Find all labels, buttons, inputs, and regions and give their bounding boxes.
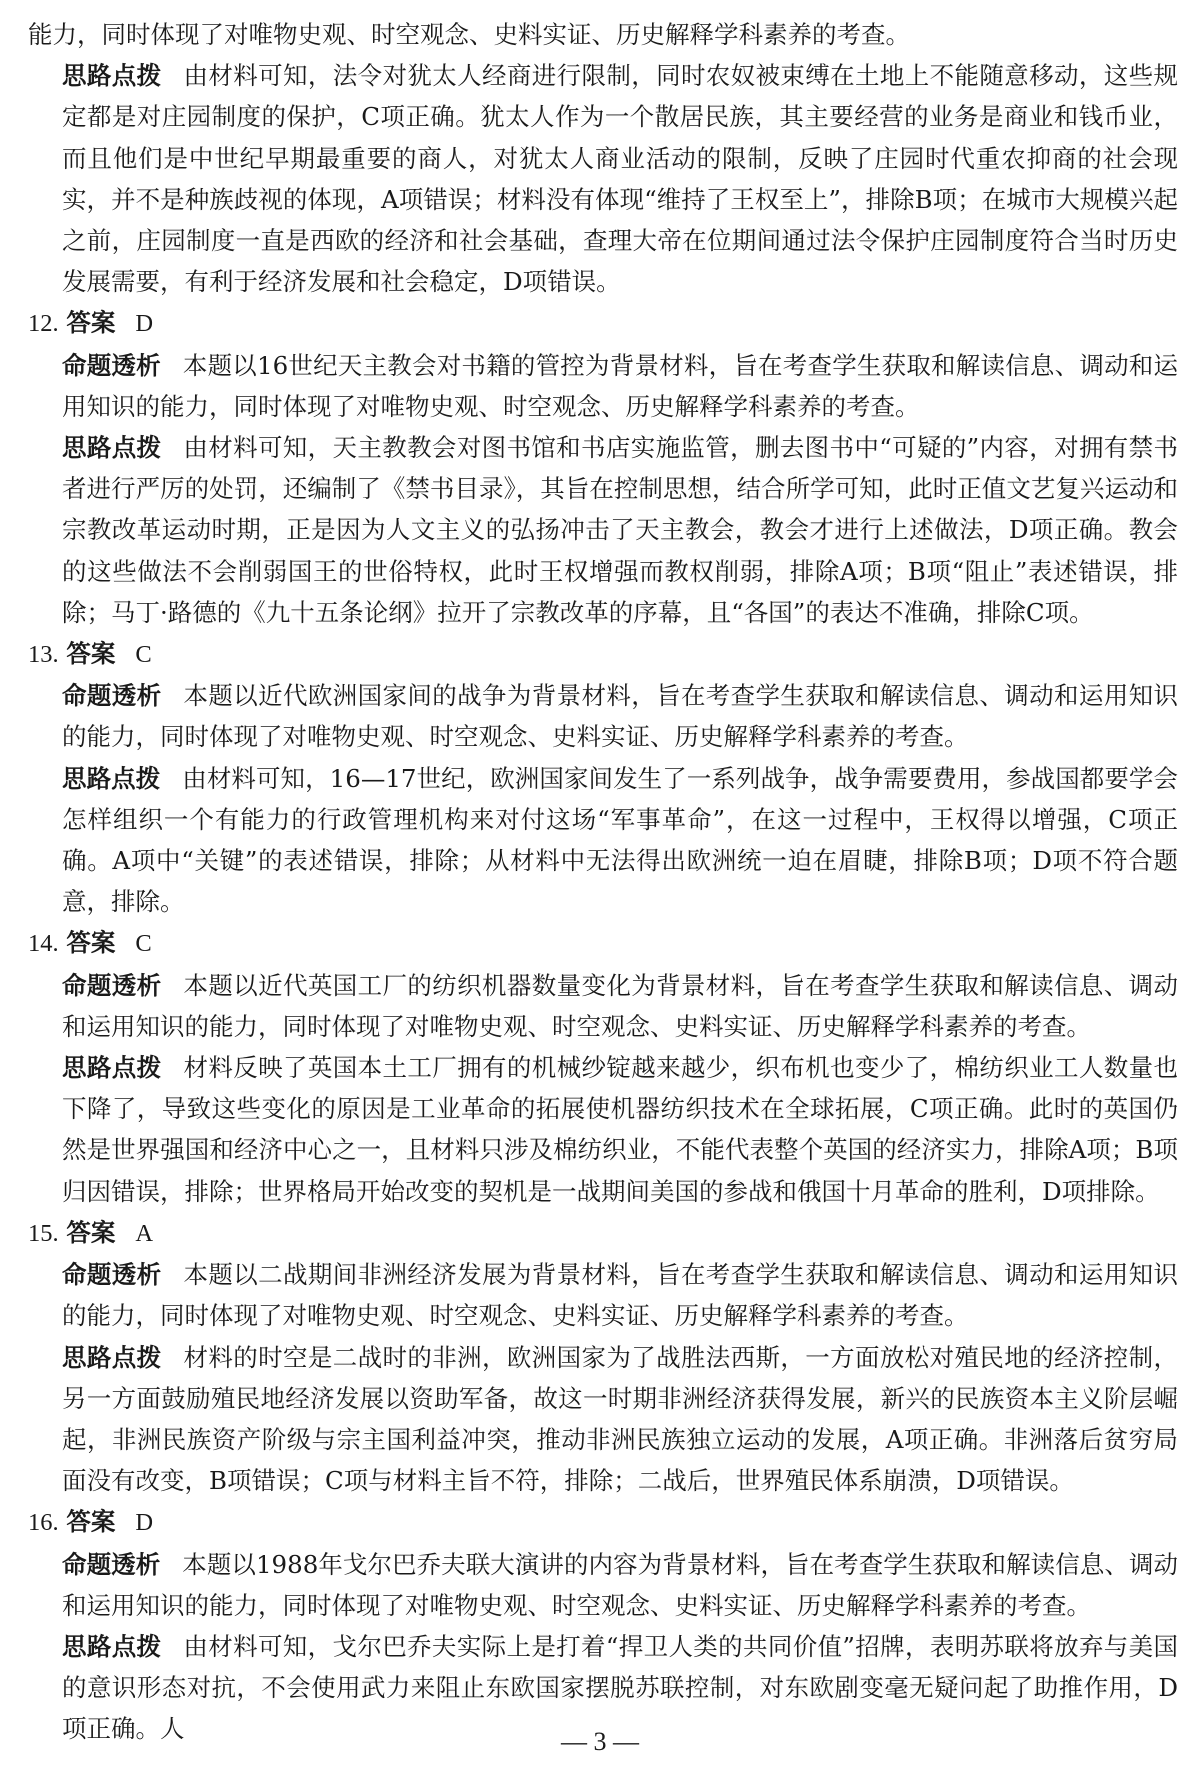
intent-paragraph — [28, 675, 1178, 757]
analysis-label: 思路点拨 — [62, 1631, 162, 1661]
answer-document — [28, 14, 1178, 1750]
answer-line — [28, 922, 1178, 964]
answer-value: D — [135, 1509, 154, 1537]
answer-value: C — [135, 930, 152, 958]
continuation-text: 能力，同时体现了对唯物史观、时空观念、史料实证、历史解释学科素养的考查。 — [28, 20, 910, 49]
analysis-paragraph — [28, 427, 1178, 633]
intent-paragraph — [28, 1254, 1178, 1336]
intent-text: 本题以近代欧洲国家间的战争为背景材料，旨在考查学生获取和解读信息、调动和运用知识的能力，同时体现了对唯物史观、时空观念、史料实证、历史解释学科素养的考查。 — [62, 681, 1179, 752]
analysis-paragraph — [28, 758, 1178, 923]
analysis-label: 思路点拨 — [62, 1342, 162, 1372]
answer-label: 答案 — [66, 639, 116, 669]
analysis-paragraph — [28, 55, 1178, 302]
intent-paragraph — [28, 1544, 1178, 1626]
question-number: 16. — [28, 1509, 59, 1537]
answer-label: 答案 — [66, 928, 116, 958]
question-number: 13. — [28, 641, 59, 669]
intent-text: 本题以二战期间非洲经济发展为背景材料，旨在考查学生获取和解读信息、调动和运用知识的能力，同时体现了对唯物史观、时空观念、史料实证、历史解释学科素养的考查。 — [62, 1260, 1179, 1331]
answer-label: 答案 — [66, 1217, 116, 1247]
answer-value: C — [135, 641, 152, 669]
answer-line — [28, 302, 1178, 344]
analysis-label: 思路点拨 — [62, 433, 162, 463]
intent-paragraph — [28, 965, 1178, 1047]
intent-paragraph — [28, 345, 1178, 427]
intent-label: 命题透析 — [62, 681, 162, 711]
answer-label: 答案 — [66, 308, 116, 338]
answer-value: A — [135, 1219, 154, 1247]
analysis-text: 由材料可知，法令对犹太人经商进行限制，同时农奴被束缚在土地上不能随意移动，这些规定都是对庄园制度的保护，C项正确。犹太人作为一个散居民族，其主要经营的业务是商业和钱币业，而且他们是中世纪早期最重要的商人，对犹太人商业活动的限制，反映了庄园时代重农抑商的社会现实，并不是种族歧视的体现，A项错误；材料没有体现“维持了王权至上”，排除B项；在城市大规模兴起之前，庄园制度一直是西欧的经济和社会基础，查理大帝在位期间通过法令保护庄园制度符合当时历史发展需要，有利于经济发展和社会稳定，D项错误。 — [62, 61, 1179, 297]
intent-text: 本题以16世纪天主教会对书籍的管控为背景材料，旨在考查学生获取和解读信息、调动和运用知识的能力，同时体现了对唯物史观、时空观念、历史解释学科素养的考查。 — [62, 350, 1179, 421]
intent-label: 命题透析 — [62, 1549, 161, 1579]
analysis-text: 由材料可知，戈尔巴乔夫实际上是打着“捍卫人类的共同价值”招牌，表明苏联将放弃与美国的意识形态对抗，不会使用武力来阻止东欧国家摆脱苏联控制，对东欧剧变毫无疑问起了助推作用，D项正确。人 — [62, 1631, 1179, 1744]
question-number: 15. — [28, 1219, 59, 1247]
intent-label: 命题透析 — [62, 970, 162, 1000]
analysis-text: 材料的时空是二战时的非洲，欧洲国家为了战胜法西斯，一方面放松对殖民地的经济控制，另一方面鼓励殖民地经济发展以资助军备，故这一时期非洲经济获得发展，新兴的民族资本主义阶层崛起，非洲民族资产阶级与宗主国利益冲突，推动非洲民族独立运动的发展，A项正确。非洲落后贫穷局面没有改变，B项错误；C项与材料主旨不符，排除；二战后，世界殖民体系崩溃，D项错误。 — [62, 1342, 1179, 1496]
intent-text: 本题以近代英国工厂的纺织机器数量变化为背景材料，旨在考查学生获取和解读信息、调动和运用知识的能力，同时体现了对唯物史观、时空观念、史料实证、历史解释学科素养的考查。 — [62, 970, 1179, 1041]
analysis-text: 由材料可知，天主教教会对图书馆和书店实施监管，删去图书中“可疑的”内容，对拥有禁书者进行严厉的处罚，还编制了《禁书目录》，其旨在控制思想，结合所学可知，此时正值文艺复兴运动和宗教改革运动时期，正是因为人文主义的弘扬冲击了天主教会，教会才进行上述做法，D项正确。教会的这些做法不会削弱国王的世俗特权，此时王权增强而教权削弱，排除A项；B项“阻止”表述错误，排除；马丁·路德的《九十五条论纲》拉开了宗教改革的序幕，且“各国”的表达不准确，排除C项。 — [62, 433, 1179, 627]
answer-line — [28, 633, 1178, 675]
analysis-paragraph — [28, 1047, 1178, 1212]
answer-line — [28, 1501, 1178, 1543]
question-number: 14. — [28, 930, 59, 958]
analysis-label: 思路点拨 — [62, 763, 161, 793]
analysis-text: 由材料可知，16—17世纪，欧洲国家间发生了一系列战争，战争需要费用，参战国都要学会怎样组织一个有能力的行政管理机构来对付这场“军事革命”，在这一过程中，王权得以增强，C项正确。A项中“关键”的表述错误，排除；从材料中无法得出欧洲统一迫在眉睫，排除B项；D项不符合题意，排除。 — [62, 763, 1178, 917]
question-number: 12. — [28, 310, 59, 338]
analysis-text: 材料反映了英国本土工厂拥有的机械纱锭越来越少，织布机也变少了，棉纺织业工人数量也下降了，导致这些变化的原因是工业革命的拓展使机器纺织技术在全球拓展，C项正确。此时的英国仍然是世界强国和经济中心之一，且材料只涉及棉纺织业，不能代表整个英国的经济实力，排除A项；B项归因错误，排除；世界格局开始改变的契机是一战期间美国的参战和俄国十月革命的胜利，D项排除。 — [62, 1053, 1179, 1206]
intent-label: 命题透析 — [62, 1260, 162, 1290]
intent-text: 本题以1988年戈尔巴乔夫联大演讲的内容为背景材料，旨在考查学生获取和解读信息、调动和运用知识的能力，同时体现了对唯物史观、时空观念、史料实证、历史解释学科素养的考查。 — [62, 1549, 1179, 1620]
page-number: — 3 — — [561, 1727, 639, 1756]
analysis-paragraph — [28, 1337, 1178, 1502]
analysis-label: 思路点拨 — [62, 1053, 162, 1083]
intent-label: 命题透析 — [62, 350, 161, 380]
answer-line — [28, 1212, 1178, 1254]
analysis-label: 思路点拨 — [62, 61, 162, 91]
answer-value: D — [135, 310, 154, 338]
answer-label: 答案 — [66, 1507, 116, 1537]
